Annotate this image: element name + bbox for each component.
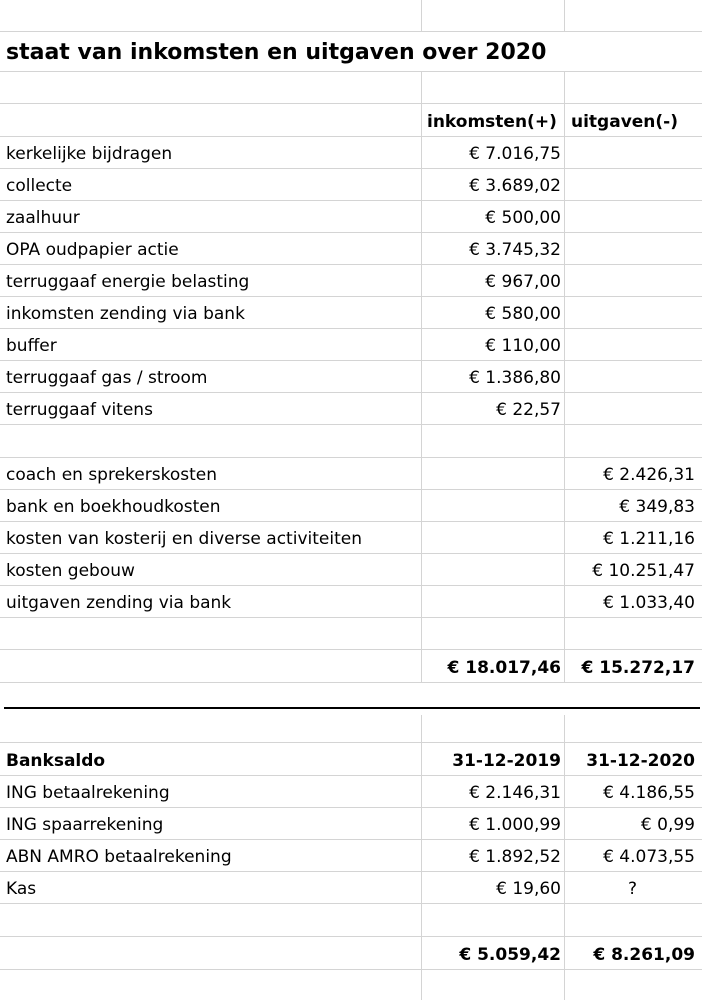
income-total: € 18.017,46 (447, 658, 561, 678)
income-row[interactable] (0, 169, 702, 201)
bank-account-row[interactable] (0, 808, 702, 840)
expense-label: kosten van kosterij en diverse activiteiten (6, 529, 362, 549)
account-balance-2020: € 0,99 (640, 815, 695, 835)
bank-account-row[interactable] (0, 840, 702, 872)
income-amount: € 967,00 (485, 272, 561, 292)
income-label: collecte (6, 176, 73, 196)
separator-row[interactable] (0, 683, 702, 715)
account-label: Kas (6, 879, 37, 899)
income-label: terruggaaf gas / stroom (6, 368, 208, 388)
income-row[interactable] (0, 233, 702, 265)
account-balance-2020: ? (627, 879, 638, 899)
expense-amount: € 349,83 (619, 497, 695, 517)
account-balance-2019: € 19,60 (496, 879, 561, 899)
expense-row[interactable] (0, 458, 702, 490)
bank-account-row[interactable] (0, 872, 702, 904)
account-balance-2020: € 4.073,55 (603, 847, 695, 867)
bank-account-row[interactable] (0, 776, 702, 808)
bank-heading: Banksaldo (6, 751, 106, 771)
bank-date-2020: 31-12-2020 (586, 751, 695, 771)
income-label: buffer (6, 336, 57, 356)
empty-row[interactable] (0, 618, 702, 650)
income-label: terruggaaf energie belasting (6, 272, 250, 292)
income-amount: € 500,00 (485, 208, 561, 228)
income-row[interactable] (0, 393, 702, 425)
income-label: terruggaaf vitens (6, 400, 153, 420)
income-row[interactable] (0, 329, 702, 361)
bank-totals-row[interactable] (0, 937, 702, 970)
expense-label: coach en sprekerskosten (6, 465, 217, 485)
expense-label: bank en boekhoudkosten (6, 497, 221, 517)
page-title: staat van inkomsten en uitgaven over 2020 (6, 32, 566, 71)
income-row[interactable] (0, 297, 702, 329)
empty-row[interactable] (0, 425, 702, 458)
expense-amount: € 1.211,16 (603, 529, 695, 549)
empty-row[interactable] (0, 970, 702, 1000)
bank-total-2019: € 5.059,42 (459, 945, 561, 965)
income-row[interactable] (0, 265, 702, 297)
income-header: inkomsten(+) (427, 112, 557, 132)
bank-date-2019: 31-12-2019 (452, 751, 561, 771)
expense-label: kosten gebouw (6, 561, 135, 581)
account-label: ING spaarrekening (6, 815, 164, 835)
expense-row[interactable] (0, 586, 702, 618)
expense-amount: € 10.251,47 (592, 561, 695, 581)
income-label: kerkelijke bijdragen (6, 144, 173, 164)
empty-row[interactable] (0, 72, 702, 104)
account-balance-2019: € 1.892,52 (469, 847, 561, 867)
income-amount: € 3.689,02 (469, 176, 561, 196)
income-amount: € 580,00 (485, 304, 561, 324)
income-row[interactable] (0, 137, 702, 169)
income-label: zaalhuur (6, 208, 80, 228)
title-row[interactable] (0, 32, 702, 72)
expenses-header: uitgaven(-) (571, 112, 679, 132)
income-row[interactable] (0, 361, 702, 393)
expense-row[interactable] (0, 554, 702, 586)
account-label: ING betaalrekening (6, 783, 170, 803)
income-amount: € 22,57 (496, 400, 561, 420)
separator-line (4, 707, 700, 709)
income-label: OPA oudpapier actie (6, 240, 179, 260)
income-amount: € 110,00 (485, 336, 561, 356)
income-amount: € 1.386,80 (469, 368, 561, 388)
empty-row[interactable] (0, 715, 702, 743)
bank-header-row[interactable] (0, 743, 702, 776)
bank-total-2020: € 8.261,09 (593, 945, 695, 965)
income-label: inkomsten zending via bank (6, 304, 245, 324)
account-balance-2020: € 4.186,55 (603, 783, 695, 803)
expenses-total: € 15.272,17 (581, 658, 695, 678)
account-label: ABN AMRO betaalrekening (6, 847, 232, 867)
income-amount: € 3.745,32 (469, 240, 561, 260)
expense-amount: € 1.033,40 (603, 593, 695, 613)
totals-row[interactable] (0, 650, 702, 683)
empty-row[interactable] (0, 904, 702, 937)
empty-row[interactable] (0, 0, 702, 32)
expense-label: uitgaven zending via bank (6, 593, 232, 613)
expense-row[interactable] (0, 490, 702, 522)
income-row[interactable] (0, 201, 702, 233)
expense-row[interactable] (0, 522, 702, 554)
income-amount: € 7.016,75 (469, 144, 561, 164)
account-balance-2019: € 1.000,99 (469, 815, 561, 835)
header-row[interactable] (0, 104, 702, 137)
expense-amount: € 2.426,31 (603, 465, 695, 485)
account-balance-2019: € 2.146,31 (469, 783, 561, 803)
